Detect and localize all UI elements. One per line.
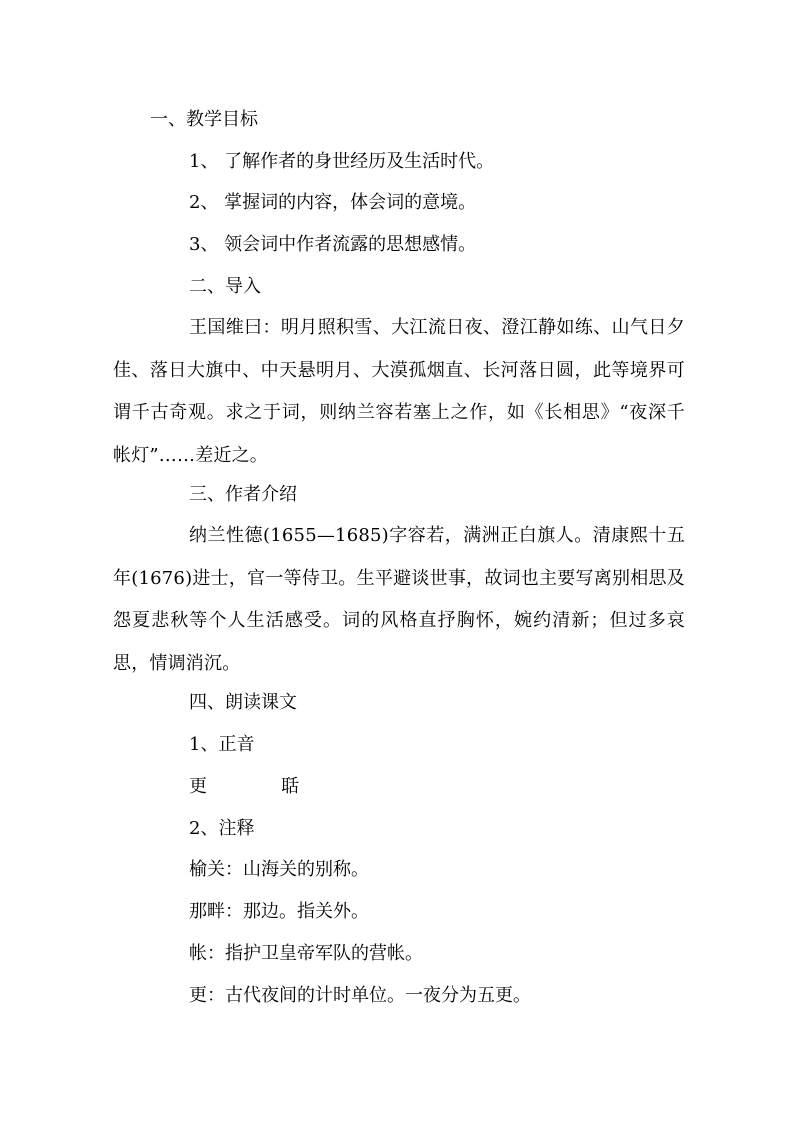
author-paragraph: 纳兰性德(1655—1685)字容若，满洲正白旗人。清康熙十五年(1676)进士，官一等侍卫。生平避谈世事，故词也主要写离别相思及怨夏悲秋等个人生活感受。词的风格直抒胸怀，婉约清新；但过多哀思，情调消沉。 xyxy=(113,525,685,675)
intro-paragraph: 王国维曰：明月照积雪、大江流日夜、澄江静如练、山气日夕佳、落日大旗中、中天悬明月、大漠孤烟直、长河落日圆，此等境界可谓千古奇观。求之于词，则纳兰容若塞上之作，如《长相思》“夜深千帐灯”……差近之。 xyxy=(113,317,685,467)
pronunciation-word-geng: 更 xyxy=(189,776,207,797)
pronunciation-label: 1、正音 xyxy=(189,734,255,755)
section-heading-reading: 四、朗读课文 xyxy=(189,692,297,713)
note-item-zhang: 帐：指护卫皇帝军队的营帐。 xyxy=(189,943,423,964)
goal-item-3: 3、 领会词中作者流露的思想感情。 xyxy=(189,234,477,255)
goal-item-2: 2、 掌握词的内容，体会词的意境。 xyxy=(189,192,477,213)
note-item-yuguan: 榆关：山海关的别称。 xyxy=(189,859,369,880)
section-heading-goals: 一、教学目标 xyxy=(150,109,258,130)
section-heading-author: 三、作者介绍 xyxy=(189,484,297,505)
section-heading-intro: 二、导入 xyxy=(189,276,261,297)
pronunciation-word-guo: 聒 xyxy=(281,776,299,797)
note-item-geng: 更：古代夜间的计时单位。一夜分为五更。 xyxy=(189,985,531,1006)
note-item-napan: 那畔：那边。指关外。 xyxy=(189,901,369,922)
goal-item-1: 1、 了解作者的身世经历及生活时代。 xyxy=(189,151,495,172)
notes-label: 2、注释 xyxy=(189,818,255,839)
